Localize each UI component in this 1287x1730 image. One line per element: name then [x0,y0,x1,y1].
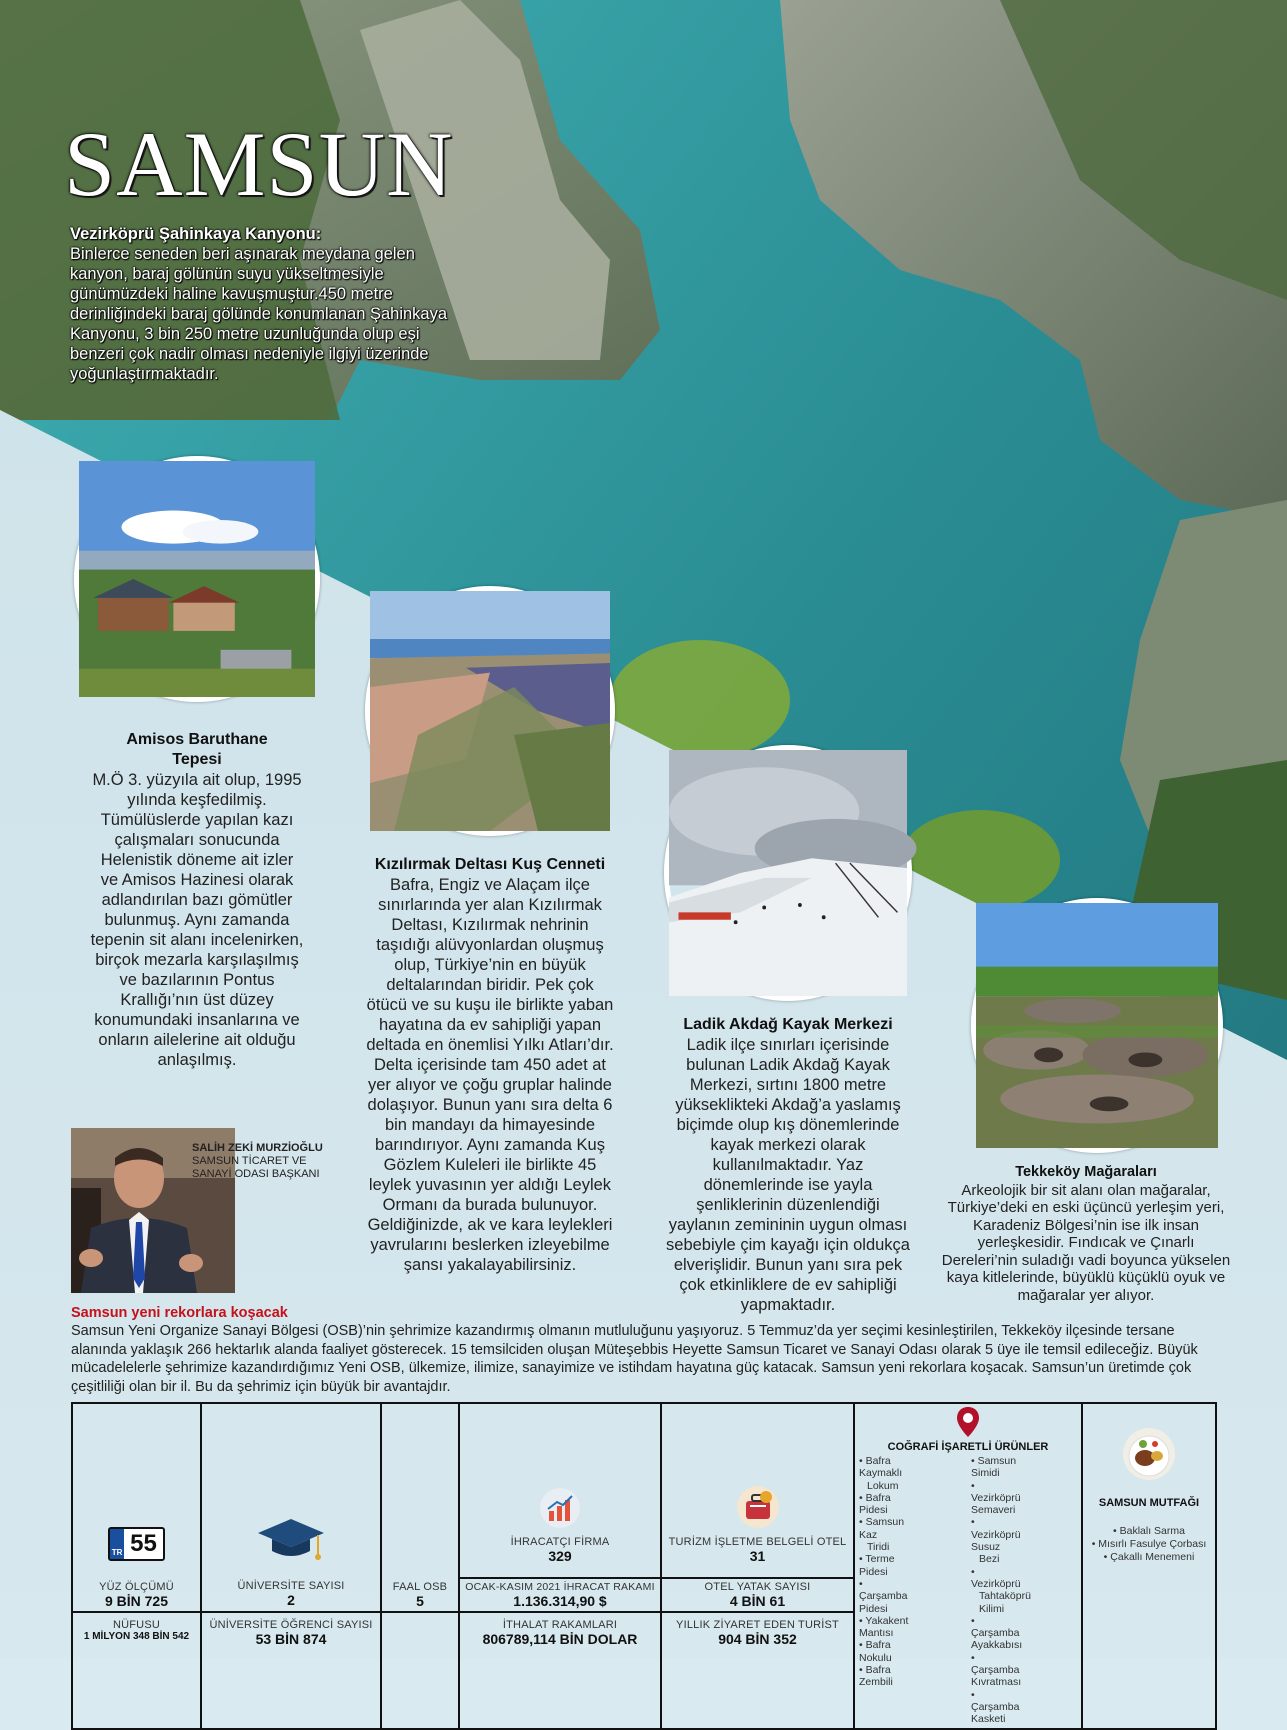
export-value: 1.136.314,90 $ [513,1592,607,1609]
stats-city-cell [72,1403,201,1729]
kitchen-item: • Mısırlı Fasulye Çorbası [1091,1538,1207,1550]
geo-item: • Bafra Nokulu [859,1639,892,1664]
amisos-body: M.Ö 3. yüzyıla ait olup, 1995 yılında keşfedilmiş. Tümülüslerde yapılan kazı çalışmaları sonucunda Helenistik döneme ait izler ve Amisos Hazinesi olarak adlandırılan bazı gömütler bulunmuş. Aynı zamanda tepenin sit alanı incelenirken, birçok mezarla karşılaşılmış ve bazılarının Pontus Krallığı’nın üst düzey konumundaki insanlarına ve onların ailelerine ait olduğu anlaşılmış. [90,771,304,1069]
delta-heading: Kızılırmak Deltası Kuş Cenneti [374,856,606,873]
geo-item: Lokum [867,1479,899,1492]
stats-kitchen-cell [1082,1403,1216,1729]
page-title: SAMSUN [64,113,454,215]
news-body: Samsun Yeni Organize Sanayi Bölgesi (OSB)’nin şehrimize kazandırmış olmanın mutluluğunu yaşıyoruz. 5 Temmuz’da yer seçimi kesinleştirilen, Tekkeköy ilçesinde tersane alanında yaklaşık 266 hektarlık alanda faaliyet gösterecek. 15 temsilciden oluşan Müteşebbis Heyette Samsun Ticaret ve Sanayi Odası olarak 5 üye ile temsil edileceğiz. Büyük mücadelelerle şehrimize kazandırdığımız Yeni OSB, ülkemize, ilimize, sanayimize ve istihdam hayatına güç katacak. Samsun yeni rekorlara koşacak. Samsun’un üretimde çok çeşitliliği olan bir il. Bu da şehrimiz için büyük bir avantajdır. [71,1323,1198,1395]
geo-item: Tahtaköprü Kilimi [979,1590,1031,1615]
ladik-heading: Ladik Akdağ Kayak Merkezi [683,1016,893,1033]
amisos-heading: Amisos Baruthane Tepesi [126,731,268,768]
hotel-value: 31 [749,1547,766,1564]
geo-item: Tiridi [867,1541,890,1554]
beds-label: OTEL YATAK SAYISI [704,1580,811,1593]
geo-item: • Vezirköprü Semaveri [971,1479,1021,1517]
geo-col-2 [971,1455,1077,1726]
area-value: 9 BİN 725 [104,1592,169,1609]
graduation-cap-icon [256,1515,326,1565]
ladik-body: Ladik ilçe sınırları içerisinde bulunan Ladik Akdağ Kayak Merkezi, sırtını 1800 metre yükseklikteki Akdağ’a yaslamış biçimde olup kış dönemlerinde kayak merkezi olarak kullanılmaktadır. Yaz dönemlerinde ise yayla şenliklerinin düzenlendiği yaylanın zemininin uygun olması sebebiyle çim kayağı için oldukça elverişlidir. Bunun yanı sıra pek çok etkinliklere de ev sahipliği yapmaktadır. [666,1036,910,1314]
import-value: 806789,114 BİN DOLAR [482,1630,638,1647]
person-role-1: SAMSUN TİCARET VE [192,1155,307,1167]
geo-item: Bezi [979,1553,1000,1566]
geo-item: • Bafra Kaymaklı [859,1455,903,1480]
geo-item: • Yakakent Mantısı [859,1614,909,1640]
stats-tourism-cell [661,1403,854,1729]
stats-table [71,1402,1217,1730]
chart-icon [539,1487,581,1529]
geo-title: COĞRAFİ İŞARETLİ ÜRÜNLER [887,1441,1049,1453]
stats-geo-products-cell [854,1403,1082,1729]
kizilirmak-delta-photo [365,586,615,836]
geo-item: • Çarşamba Pidesi [859,1577,908,1615]
ladik-ski-photo [664,745,912,1001]
tekkekoy-caves-photo [971,898,1223,1153]
exporters-label: İHRACATÇI FİRMA [510,1535,610,1548]
osb-label: FAAL OSB [392,1580,448,1593]
geo-item: • Çarşamba Kıvratması [971,1651,1022,1689]
amisos-section [82,730,312,1070]
delta-section [360,855,620,1275]
university-value: 2 [287,1591,295,1608]
news-heading: Samsun yeni rekorlara koşacak [71,1305,288,1321]
area-label: YÜZ ÖLÇÜMÜ [99,1580,174,1593]
import-label: İTHALAT RAKAMLARI [502,1618,618,1631]
geo-item: • Çarşamba Ayakkabısı [971,1614,1023,1652]
exporters-value: 329 [548,1547,572,1564]
geo-item: • Çarşamba Kasketi [971,1688,1020,1726]
tekkekoy-heading: Tekkeköy Mağaraları [1015,1164,1157,1180]
export-label: OCAK-KASIM 2021 İHRACAT RAKAMI [465,1580,655,1593]
osb-value: 5 [416,1592,424,1609]
delta-body: Bafra, Engiz ve Alaçam ilçe sınırlarında yer alan Kızılırmak Deltası, Kızılırmak nehrinin taşıdığı alüvyonlardan oluşmuş olup, Türkiye’nin en büyük deltalarından biridir. Pek çok ötücü ve su kuşu ile birlikte yaban hayatına da ev sahipliği yapan deltada en önemlisi Yılkı Atları’dır. Delta içerisinde tam 450 adet at yer alıyor ve çoğu gruplar halinde dolaşıyor. Bunun yanı sıra delta 6 bin mandayı da himayesinde barındırıyor. Aynı zamanda Kuş Gözlem Kuleleri ile birlikte 45 leylek yuvasının yer aldığı Leylek Ormanı da burada bulunuyor. Geldiğinizde, ak ve kara leylekleri yavrularını beslerken izleyebilme şansı yakalayabilirsiniz. [366,876,614,1274]
population-label: NÜFUSU [112,1618,161,1631]
university-label: ÜNİVERSİTE SAYISI [237,1579,345,1592]
location-pin-icon [955,1406,981,1438]
plate-number: 55 [130,1529,157,1557]
stats-university-cell [201,1403,381,1729]
geo-products-list [859,1455,1077,1726]
stats-trade-cell [459,1403,661,1729]
kitchen-item: • Baklalı Sarma [1113,1525,1185,1537]
stats-osb-cell [381,1403,459,1729]
tekkekoy-section [940,1164,1232,1304]
kitchen-title: SAMSUN MUTFAĞI [1098,1497,1200,1509]
intro-heading: Vezirköprü Şahinkaya Kanyonu: [70,225,322,243]
geo-col-1 [859,1455,965,1726]
tourists-value: 904 BİN 352 [718,1630,797,1647]
geo-item: • Vezirköprü [971,1565,1021,1590]
geo-item: • Samsun Kaz [859,1516,905,1541]
kitchen-item: • Çakallı Menemeni [1103,1551,1195,1563]
geo-item: • Vezirköprü Susuz [971,1516,1021,1554]
person-caption [192,1142,323,1181]
geo-item: • Bafra Zembili [859,1664,893,1689]
hotel-label: TURİZM İŞLETME BELGELİ OTEL [668,1535,847,1548]
intro-section [70,224,460,384]
ladik-section [660,1015,916,1315]
person-name: SALİH ZEKİ MURZİOĞLU [192,1142,323,1154]
kitchen-list [1085,1525,1213,1564]
students-label: ÜNİVERSİTE ÖĞRENCİ SAYISI [209,1618,373,1631]
amisos-photo [74,456,320,702]
population-value: 1 MİLYON 348 BİN 542 [83,1630,190,1642]
geo-item: • Samsun Simidi [971,1455,1017,1480]
tekkekoy-body: Arkeolojik bir sit alanı olan mağaralar, Türkiye’deki en eski üçüncü yerleşim yeri, Karadeniz Bölgesi’nin ise ilk insan yerleşkesidir. Fındıcak ve Çınarlı Dereleri’nin suladığı vadi boyunca yükselen kaya kitlelerinde, büyüklü küçüklü oyuk ve mağaralar yer alıyor. [941,1181,1231,1304]
luggage-icon [736,1485,780,1529]
beds-value: 4 BİN 61 [729,1592,786,1609]
geo-item: • Terme Pidesi [859,1553,895,1578]
news-section [71,1304,1221,1396]
license-plate [108,1527,165,1561]
intro-body: Binlerce seneden beri aşınarak meydana gelen kanyon, baraj gölünün suyu yükseltmesiyle günümüzdeki haline kavuşmuştur.450 metre derinliğindeki baraj gölünde konumlanan Şahinkaya Kanyonu, 3 bin 250 metre uzunluğunda olup eşi benzeri çok nadir olması nedeniyle ilgiyi üzerinde yoğunlaştırmaktadır. [70,245,448,383]
geo-item: • Bafra Pidesi [859,1491,891,1517]
plate-prefix: TR [110,1529,124,1559]
students-value: 53 BİN 874 [255,1630,327,1647]
person-role-2: SANAYİ ODASI BAŞKANI [192,1168,320,1180]
food-plate-icon [1121,1426,1177,1482]
tourists-label: YILLIK ZİYARET EDEN TURİST [676,1618,839,1631]
